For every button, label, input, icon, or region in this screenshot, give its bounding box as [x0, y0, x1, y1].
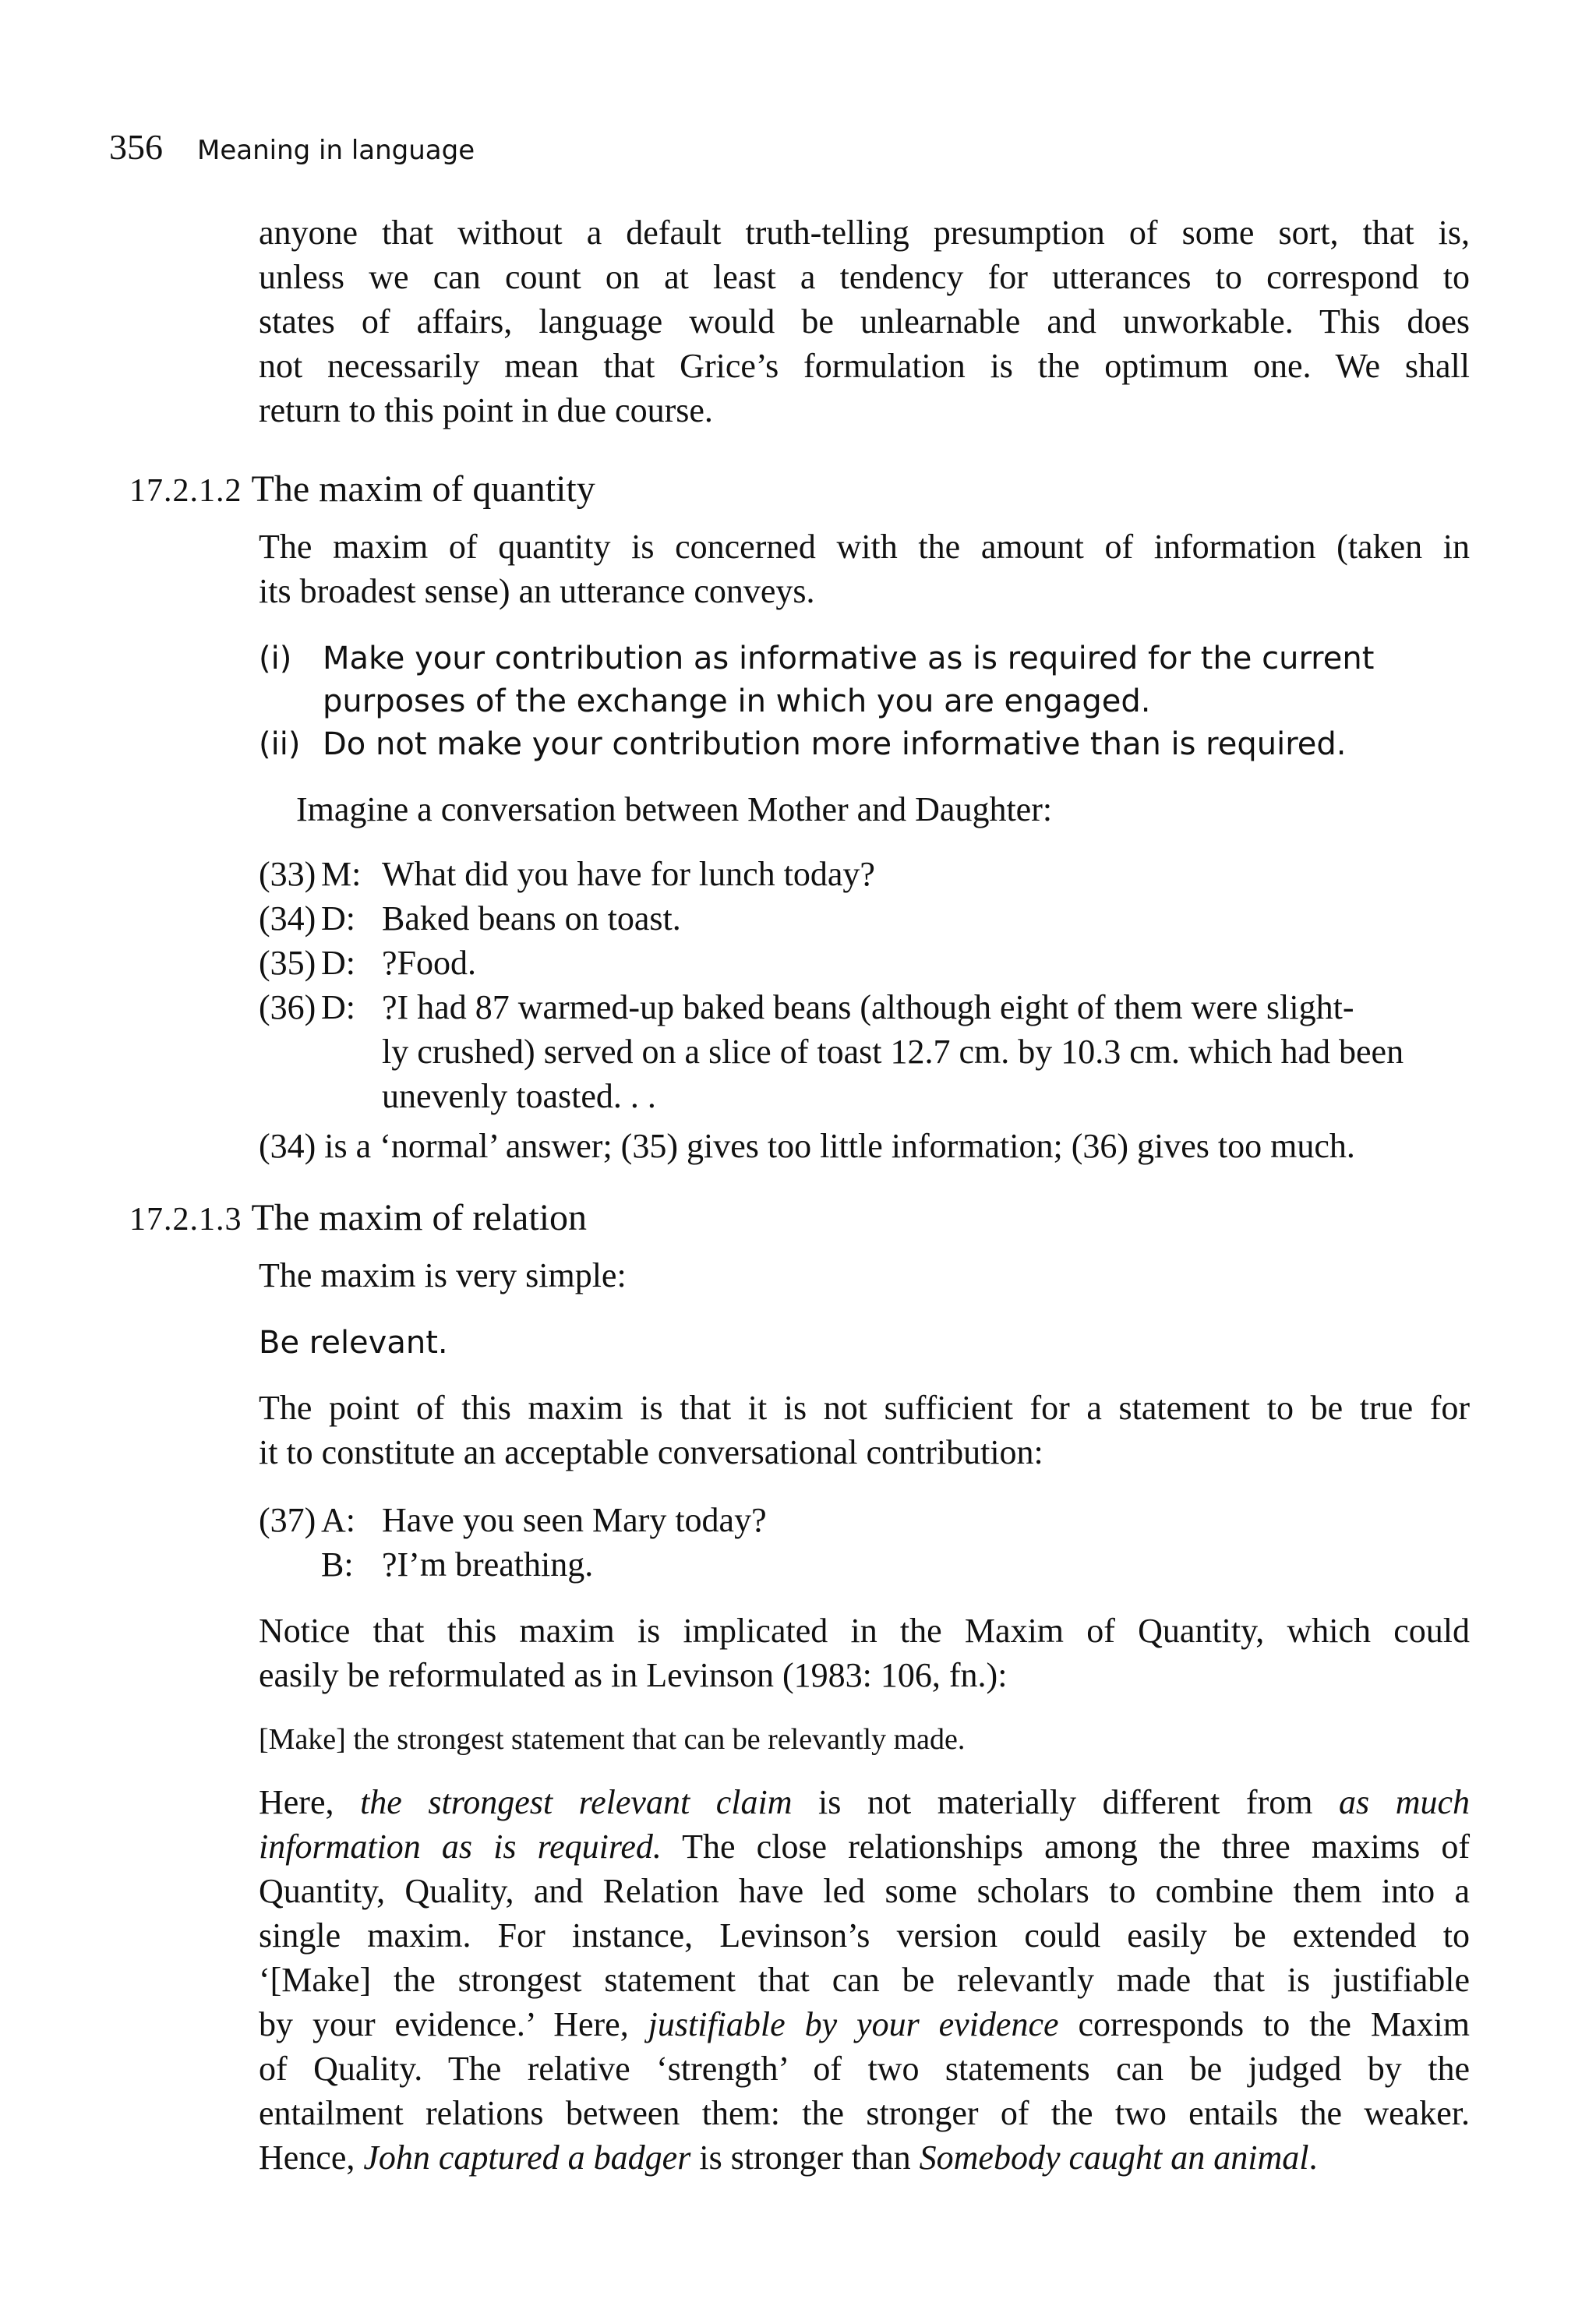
example-number: (35)	[259, 944, 316, 982]
section-heading-quantity	[129, 468, 595, 510]
text-line: of Quality. The relative ‘strength’ of two statements can be judged by the	[259, 2050, 1470, 2088]
italic-phrase: as much	[1339, 1783, 1471, 1821]
example-text: unevenly toasted. . .	[382, 1077, 656, 1115]
intro-text: The maxim is very simple:	[259, 1256, 627, 1294]
maxim-text: Make your contribution as informative as is required for the current	[323, 641, 1375, 676]
text-line: it to constitute an acceptable conversational contribution:	[259, 1433, 1043, 1471]
example-text: Have you seen Mary today?	[382, 1501, 767, 1539]
italic-phrase: justifiable by your evidence	[648, 2005, 1059, 2043]
maxim-text: purposes of the exchange in which you are engaged.	[323, 683, 1151, 719]
example-text: ly crushed) served on a slice of toast 12.7 cm. by 10.3 cm. which had been	[382, 1033, 1404, 1071]
section-number: 17.2.1.3	[129, 1202, 242, 1238]
example-item	[259, 896, 1506, 941]
text-line: single maxim. For instance, Levinson’s version could easily be extended to	[259, 1916, 1470, 1955]
example-lead	[296, 787, 1507, 832]
opening-paragraph	[259, 210, 1470, 433]
example-37	[259, 1498, 1506, 1587]
quantity-intro	[259, 524, 1470, 613]
speaker-label: D:	[321, 899, 355, 938]
speaker-label: D:	[321, 944, 355, 982]
example-number: (37)	[259, 1501, 316, 1539]
speaker-label: D:	[321, 988, 355, 1026]
text-line: by your evidence.’ Here, justifiable by your evidence corresponds to the Maxim	[259, 2005, 1470, 2043]
example-text: Baked beans on toast.	[382, 899, 681, 938]
lead-text: Imagine a conversation between Mother and Daughter:	[296, 790, 1053, 828]
section-heading-relation	[129, 1196, 587, 1239]
example-text: What did you have for lunch today?	[382, 855, 875, 893]
italic-phrase: the strongest relevant claim	[360, 1783, 793, 1821]
example-text: ?I’m breathing.	[382, 1545, 594, 1584]
maxim-number: (i)	[259, 641, 292, 676]
final-paragraph	[259, 1780, 1470, 2180]
relation-intro	[259, 1253, 1470, 1298]
section-title: The maxim of relation	[251, 1197, 588, 1238]
relation-paragraph	[259, 1386, 1470, 1474]
maxim-text: Do not make your contribution more informative than is required.	[323, 726, 1347, 762]
maxim-item	[259, 637, 1490, 723]
example-item	[259, 985, 1506, 1118]
speaker-label: M:	[321, 855, 362, 893]
italic-phrase: John captured a badger	[363, 2138, 691, 2177]
running-title: Meaning in language	[197, 135, 475, 166]
text-line: The point of this maxim is that it is not sufficient for a statement to be true for	[259, 1389, 1470, 1427]
text-line: information as is required. The close relationships among the three maxims of	[259, 1828, 1471, 1866]
examples-33-36	[259, 852, 1506, 1118]
text-line: The maxim of quantity is concerned with the amount of information (taken in	[259, 528, 1470, 566]
text-line: states of affairs, language would be unlearnable and unworkable. This does	[259, 302, 1470, 341]
text-line: Here, the strongest relevant claim is not materially different from as much	[259, 1783, 1471, 1821]
speaker-label: B:	[321, 1545, 354, 1584]
italic-phrase: information as is required.	[259, 1828, 662, 1866]
italic-phrase: Somebody caught an animal	[919, 2138, 1309, 2177]
text-line: its broadest sense) an utterance conveys.	[259, 572, 815, 610]
levinson-quote: [Make] the strongest statement that can be relevantly made.	[259, 1723, 966, 1756]
text-line: unless we can count on at least a tendency for utterances to correspond to	[259, 258, 1470, 296]
text-line: entailment relations between them: the stronger of the two entails the weaker.	[259, 2094, 1470, 2132]
page-number: 356	[109, 127, 163, 167]
relation-maxim: Be relevant.	[259, 1325, 448, 1361]
text-line: Notice that this maxim is implicated in the Maxim of Quantity, which could	[259, 1612, 1470, 1650]
example-item	[259, 1542, 1506, 1587]
text-line: not necessarily mean that Grice’s formulation is the optimum one. We shall	[259, 347, 1470, 385]
example-number: (34)	[259, 899, 316, 938]
example-item	[259, 1498, 1506, 1542]
example-item	[259, 852, 1506, 896]
text-line: ‘[Make] the strongest statement that can be relevantly made that is justifiable	[259, 1961, 1470, 1999]
example-text: ?Food.	[382, 944, 476, 982]
section-title: The maxim of quantity	[251, 468, 595, 510]
maxim-number: (ii)	[259, 726, 301, 762]
summary-text: (34) is a ‘normal’ answer; (35) gives too little information; (36) gives too much.	[259, 1127, 1355, 1165]
text-line: anyone that without a default truth-telling presumption of some sort, that is,	[259, 214, 1470, 252]
text-line: return to this point in due course.	[259, 391, 713, 429]
speaker-label: A:	[321, 1501, 355, 1539]
quantity-summary	[259, 1124, 1506, 1168]
maxim-item	[259, 723, 1490, 766]
example-item	[259, 941, 1506, 985]
text-line: easily be reformulated as in Levinson (1983: 106, fn.):	[259, 1656, 1008, 1694]
text-line: Hence, John captured a badger is stronger than Somebody caught an animal.	[259, 2138, 1318, 2177]
section-number: 17.2.1.2	[129, 473, 242, 509]
example-number: (33)	[259, 855, 316, 893]
quantity-maxims	[259, 637, 1490, 766]
running-header	[109, 126, 475, 173]
example-number: (36)	[259, 988, 316, 1026]
example-text: ?I had 87 warmed-up baked beans (although eight of them were slight-	[382, 988, 1354, 1026]
text-line: Quantity, Quality, and Relation have led some scholars to combine them into a	[259, 1872, 1470, 1910]
notice-paragraph	[259, 1609, 1470, 1697]
